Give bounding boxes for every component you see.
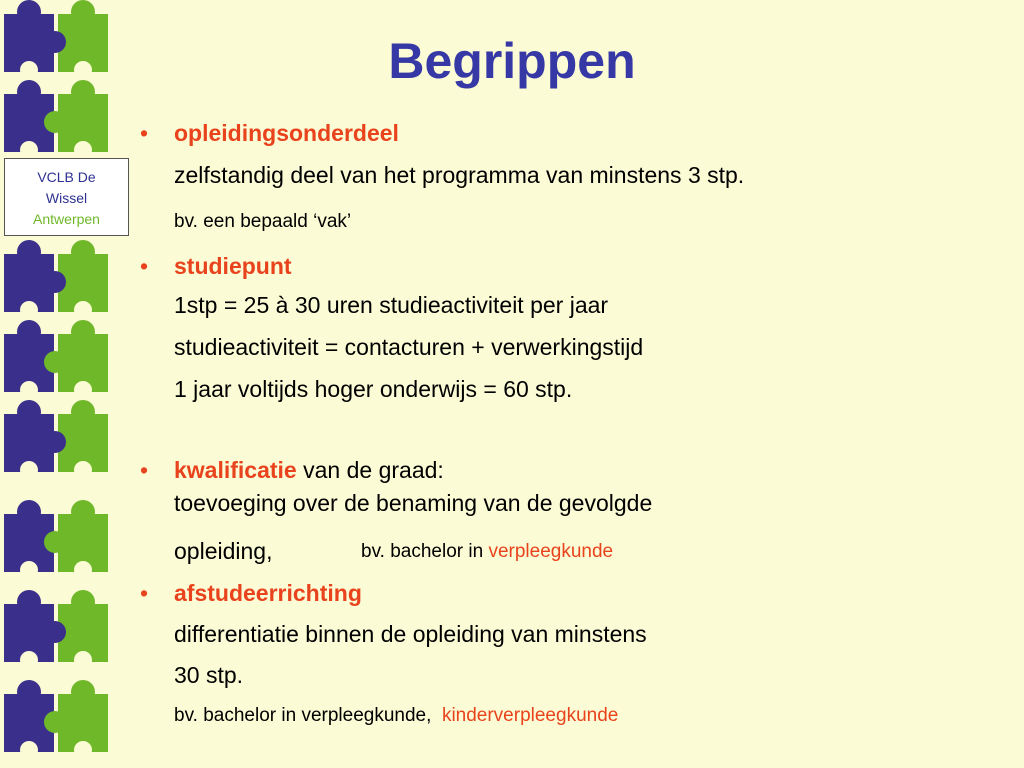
example-line: bv. een bepaald ‘vak’ [174, 211, 352, 232]
definition-line: 1 jaar voltijds hoger onderwijs = 60 stp. [174, 376, 573, 402]
example-text: bv. bachelor in [361, 541, 489, 562]
bullet-marker: • [140, 580, 149, 606]
definition-line: 1stp = 25 à 30 uren studieactiviteit per jaar [174, 292, 609, 318]
logo-line-3: Antwerpen [33, 211, 100, 227]
term-afstudeerrichting: afstudeerrichting [174, 580, 362, 606]
logo-line-2: Wissel [45, 190, 88, 206]
bullet-marker: • [140, 120, 149, 146]
example-text: bv. bachelor in verpleegkunde, [174, 705, 432, 726]
definition-line: zelfstandig deel van het programma van minstens 3 stp. [174, 162, 745, 188]
puzzle-knob [44, 431, 66, 453]
definition-line: 30 stp. [174, 662, 244, 688]
term-suffix: van de graad: [296, 457, 444, 483]
puzzle-knob [44, 351, 66, 373]
bullet-marker: • [140, 253, 149, 279]
term-kwalificatie: kwalificatie [174, 457, 297, 483]
example-highlight: kinderverpleegkunde [441, 705, 619, 726]
term-studiepunt: studiepunt [174, 253, 292, 279]
example-highlight: verpleegkunde [488, 541, 614, 562]
example-line [174, 705, 618, 727]
term-opleidingsonderdeel: opleidingsonderdeel [174, 120, 399, 146]
definition-line: differentiatie binnen de opleiding van minstens [174, 621, 647, 647]
bullet-marker: • [140, 457, 149, 483]
slide-title: Begrippen [388, 33, 636, 89]
puzzle-knob [44, 531, 66, 553]
puzzle-knob [44, 711, 66, 733]
puzzle-knob [44, 111, 66, 133]
logo-line-1: VCLB De [37, 169, 96, 185]
example-line [361, 541, 613, 563]
definition-line: toevoeging over de benaming van de gevolgde [174, 490, 653, 516]
definition-line: studieactiviteit = contacturen + verwerkingstijd [174, 334, 644, 360]
definition-line: opleiding, [174, 538, 273, 564]
puzzle-pieces-decoration [0, 0, 125, 768]
puzzle-knob [44, 271, 66, 293]
organization-logo [4, 158, 129, 236]
puzzle-knob [44, 621, 66, 643]
term-kwalificatie-line [174, 457, 444, 484]
puzzle-sidebar [0, 0, 125, 768]
